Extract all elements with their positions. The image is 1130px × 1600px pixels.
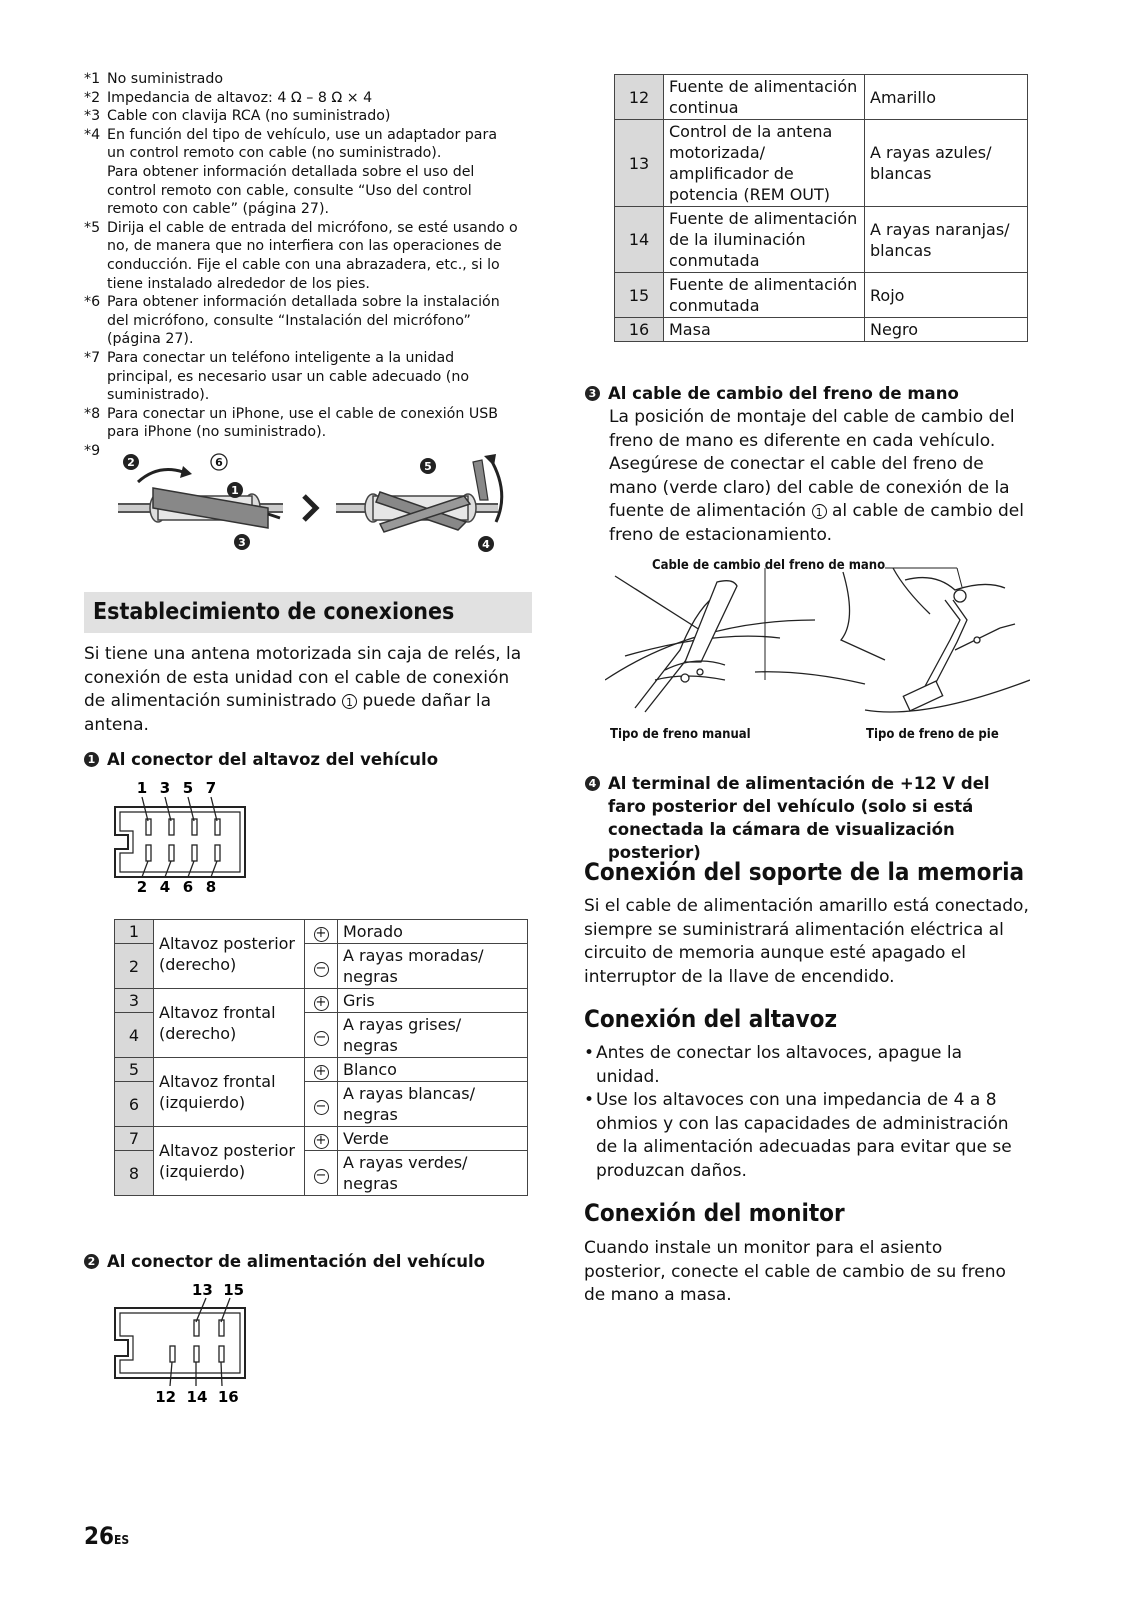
sub2-text: Al conector de alimentación del vehículo [107, 1252, 485, 1271]
footnote-mark: *5 [84, 219, 101, 236]
fig9-callout-5: 5 [424, 460, 432, 473]
speaker-pin [192, 845, 197, 861]
pin-number: 6 [115, 1082, 154, 1127]
footnote-item [84, 219, 534, 293]
fig9-callout-1: 1 [231, 484, 239, 497]
pin-function: Fuente de alimentación de la iluminación conmutada [664, 207, 865, 273]
table-row [615, 207, 1028, 273]
arrow-right-icon [304, 496, 316, 520]
sub2-number: 2 [84, 1254, 99, 1269]
bullet-text: Antes de conectar los altavoces, apague la unidad. [596, 1043, 962, 1087]
wire-color: Blanco [338, 1058, 528, 1082]
footnote-item [84, 293, 534, 349]
speaker-group: Altavoz frontal (derecho) [154, 989, 305, 1058]
sub1-heading [84, 748, 534, 771]
table-row [115, 1127, 528, 1151]
power-wire-table [614, 74, 1028, 342]
speaker-pin-leader [188, 861, 194, 877]
cable-left [118, 466, 283, 528]
table-row [115, 920, 528, 944]
fig9-callout-4: 4 [482, 538, 490, 551]
footnote-item [84, 126, 534, 219]
table-row [615, 120, 1028, 207]
pin-function: Fuente de alimentación conmutada [664, 273, 865, 318]
polarity-cell [305, 989, 338, 1013]
foot-brake-label: Tipo de freno de pie [866, 727, 999, 742]
bullet-item: • Antes de conectar los altavoces, apague la unidad. [584, 1042, 1029, 1089]
plus-icon: + [314, 1134, 329, 1149]
footnote-text: Para obtener información detallada sobre la instalación del micrófono, consulte “Instalación del micrófono” (página 27). [107, 294, 500, 348]
monitor-title: Conexión del monitor [584, 1199, 845, 1227]
speaker-pin-label-bottom: 6 [182, 878, 194, 896]
fig9-callout-6: 6 [215, 456, 223, 469]
memory-body: Si el cable de alimentación amarillo está conectado, siempre se suministrará alimentación eléctrica al circuito de memoria aunque esté apagado el interruptor de la llave de encendido. [584, 896, 1029, 987]
power-bottom-labels: 12 14 16 [155, 1388, 239, 1406]
pin-number: 3 [115, 989, 154, 1013]
pin-number: 15 [615, 273, 664, 318]
speaker-pin [169, 819, 174, 835]
plus-icon: + [314, 927, 329, 942]
pin-number: 5 [115, 1058, 154, 1082]
hand-brake-label: Tipo de freno manual [610, 727, 751, 742]
footnote-item [84, 349, 534, 405]
speaker-pin-leader [165, 797, 171, 821]
pin-number: 14 [615, 207, 664, 273]
cable-fix-figure [118, 452, 518, 562]
footnote-mark: *1 [84, 71, 101, 87]
plus-icon: + [314, 1065, 329, 1080]
foot-brake-drawing [841, 568, 1030, 712]
pin-number: 7 [115, 1127, 154, 1151]
speaker-group: Altavoz posterior (izquierdo) [154, 1127, 305, 1196]
footnote-text: Para conectar un iPhone, use el cable de conexión USB para iPhone (no suministrado). [107, 405, 498, 441]
speaker-conn-title: Conexión del altavoz [584, 1005, 838, 1033]
footnote-mark: *4 [84, 126, 101, 143]
intro-paragraph [84, 643, 534, 737]
footnote-text: No suministrado [107, 71, 224, 87]
table-row [115, 1058, 528, 1082]
wire-color: Amarillo [865, 75, 1028, 120]
speaker-pin-leader [211, 861, 217, 877]
footnote-item [84, 89, 534, 108]
sub3-text: Al cable de cambio del freno de mano [608, 384, 959, 403]
speaker-pin [215, 845, 220, 861]
speaker-pin-label-top: 5 [182, 779, 194, 797]
section-title: Establecimiento de conexiones [84, 592, 532, 633]
sub3-body [609, 406, 1029, 547]
speaker-pin-leader [211, 797, 217, 821]
intro-text-a: Si tiene una antena motorizada sin caja de relés, la conexión de esta unidad con el cable de conexión de alimentación suministrado [84, 644, 522, 711]
wire-color: A rayas blancas/ negras [338, 1082, 528, 1127]
power-top-labels: 13 15 [191, 1281, 245, 1299]
table-row [615, 273, 1028, 318]
polarity-cell [305, 920, 338, 944]
speaker-pin [146, 845, 151, 861]
speaker-pin-leader [142, 797, 148, 821]
pin-function: Masa [664, 318, 865, 342]
wire-color: A rayas moradas/ negras [338, 944, 528, 989]
footnote-item [84, 405, 534, 442]
brake-figure [605, 560, 1030, 725]
sub3-number: 3 [585, 386, 600, 401]
speaker-group: Altavoz frontal (izquierdo) [154, 1058, 305, 1127]
footnotes [84, 70, 534, 460]
page-number-value: 26 [84, 1522, 115, 1550]
pin-function: Fuente de alimentación continua [664, 75, 865, 120]
sub4-number: 4 [585, 776, 600, 791]
table-row [615, 75, 1028, 120]
polarity-cell [305, 1151, 338, 1196]
pin-function: Control de la antena motorizada/ amplificador de potencia (REM OUT) [664, 120, 865, 207]
sub4-heading [585, 772, 1025, 864]
footnote-item [84, 107, 534, 126]
pin-number: 1 [115, 920, 154, 944]
wire-color: A rayas verdes/ negras [338, 1151, 528, 1196]
sub3-body-b: al cable de cambio del freno de estacionamiento. [609, 501, 1024, 545]
speaker-pin-label-top: 3 [159, 779, 171, 797]
pin-number: 8 [115, 1151, 154, 1196]
page-lang-suffix: ES [114, 1533, 130, 1547]
speaker-pin [146, 819, 151, 835]
speaker-connector-diagram [110, 777, 260, 897]
footnote-text: Dirija el cable de entrada del micrófono, se esté usando o no, de manera que no interfiera con las operaciones de conducción. Fije el cable con una abrazadera, etc., si lo tiene instalado alrededor de los pies. [107, 219, 518, 292]
speaker-pin-leader [142, 861, 148, 877]
power-connector-diagram [110, 1278, 260, 1408]
speaker-conn-bullets [584, 1042, 1029, 1183]
pin-number: 2 [115, 944, 154, 989]
speaker-pin-label-bottom: 4 [159, 878, 171, 896]
table-row [115, 989, 528, 1013]
minus-icon: − [314, 1031, 329, 1046]
intro-text-b: puede dañar la antena. [84, 691, 492, 735]
brake-cable-label: Cable de cambio del freno de mano [652, 558, 886, 573]
sub1-number: 1 [84, 752, 99, 767]
minus-icon: − [314, 962, 329, 977]
speaker-wire-table [114, 919, 528, 1196]
intro-circled-ref: 1 [342, 694, 357, 709]
wire-color: Verde [338, 1127, 528, 1151]
plus-icon: + [314, 996, 329, 1011]
polarity-cell [305, 1058, 338, 1082]
bullet-text: Use los altavoces con una impedancia de 4 a 8 ohmios y con las capacidades de administración de la alimentación adecuadas para evitar que se produzcan daños. [596, 1090, 1012, 1181]
speaker-pin-label-bottom: 8 [205, 878, 217, 896]
polarity-cell [305, 1082, 338, 1127]
polarity-cell [305, 1127, 338, 1151]
pin-number: 4 [115, 1013, 154, 1058]
speaker-pin [215, 819, 220, 835]
speaker-pin [192, 819, 197, 835]
speaker-pin-leader [165, 861, 171, 877]
footnote-text: En función del tipo de vehículo, use un adaptador para un control remoto con cable (no suministrado). Para obtener información detallada sobre el uso del control remoto con cable, consulte “Uso del control remoto con cable” (página 27). [107, 126, 498, 218]
wire-color: A rayas grises/ negras [338, 1013, 528, 1058]
footnote-mark: *8 [84, 405, 101, 422]
pin-number: 16 [615, 318, 664, 342]
sub4-text: Al terminal de alimentación de +12 V del faro posterior del vehículo (solo si está conectada la cámara de visualización posterior) [608, 774, 990, 862]
pin-number: 13 [615, 120, 664, 207]
wire-color: Rojo [865, 273, 1028, 318]
footnote-text: Cable con clavija RCA (no suministrado) [107, 108, 391, 125]
footnote-mark: *3 [84, 108, 101, 125]
speaker-pin-label-top: 7 [205, 779, 217, 797]
cable-right [336, 454, 502, 532]
pin-number: 12 [615, 75, 664, 120]
footnote-mark: *9 [84, 442, 101, 459]
speaker-pin-leader [188, 797, 194, 821]
speaker-pin-label-bottom: 2 [136, 878, 148, 896]
table-row [615, 318, 1028, 342]
sub3-circled-ref: 1 [812, 504, 827, 519]
footnote-text: Impedancia de altavoz: 4 Ω – 8 Ω × 4 [107, 89, 373, 106]
wire-color: Negro [865, 318, 1028, 342]
speaker-group: Altavoz posterior (derecho) [154, 920, 305, 989]
sub3-body-a: La posición de montaje del cable de cambio del freno de mano es diferente en cada vehículo. Asegúrese de conectar el cable del freno de mano (verde claro) del cable de conexión de la fuente de alimentación [609, 407, 1015, 521]
memory-title: Conexión del soporte de la memoria [584, 858, 1025, 886]
fig9-callout-3: 3 [238, 536, 246, 549]
minus-icon: − [314, 1100, 329, 1115]
footnote-mark: *6 [84, 294, 101, 311]
fig9-callout-2: 2 [127, 456, 135, 469]
speaker-pin [169, 845, 174, 861]
page-number [84, 1522, 129, 1550]
polarity-cell [305, 944, 338, 989]
sub1-text: Al conector del altavoz del vehículo [107, 750, 439, 769]
footnote-item [84, 70, 534, 89]
footnote-mark: *7 [84, 349, 101, 366]
bullet-item: • Use los altavoces con una impedancia de 4 a 8 ohmios y con las capacidades de administración de la alimentación adecuadas para evitar que se produzcan daños. [584, 1089, 1029, 1183]
footnote-text: Para conectar un teléfono inteligente a la unidad principal, es necesario usar un cable adecuado (no suministrado). [107, 349, 470, 404]
monitor-body: Cuando instale un monitor para el asiento posterior, conecte el cable de cambio de su freno de mano a masa. [584, 1238, 1006, 1305]
sub3-heading [585, 382, 1025, 405]
wire-color: A rayas azules/ blancas [865, 120, 1028, 207]
wire-color: Gris [338, 989, 528, 1013]
polarity-cell [305, 1013, 338, 1058]
wire-color: Morado [338, 920, 528, 944]
wire-color: A rayas naranjas/ blancas [865, 207, 1028, 273]
sub2-heading [84, 1250, 534, 1273]
hand-brake-drawing [605, 576, 865, 712]
speaker-pin-label-top: 1 [136, 779, 148, 797]
footnote-mark: *2 [84, 89, 101, 106]
minus-icon: − [314, 1169, 329, 1184]
